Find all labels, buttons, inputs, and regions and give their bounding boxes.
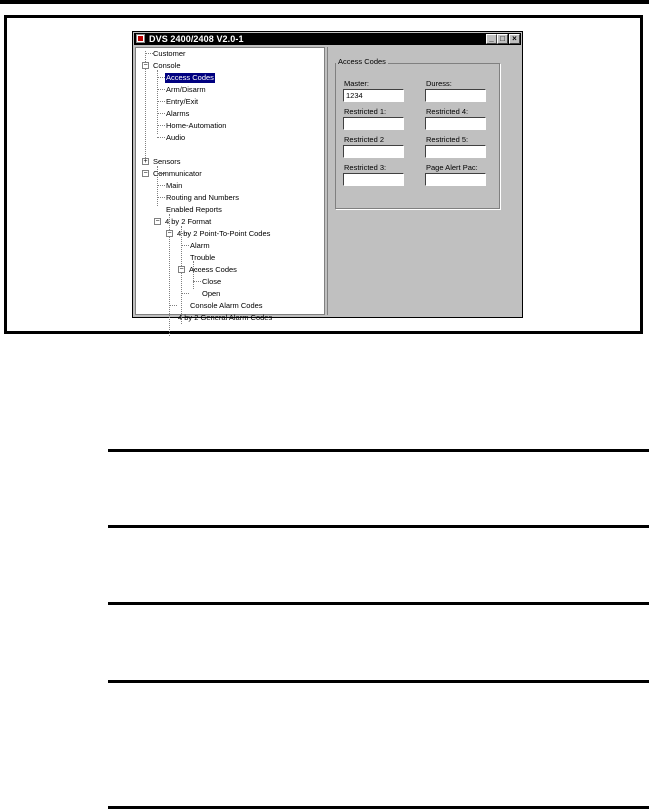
collapse-icon[interactable]: − [143,170,148,177]
tree-item-alarms[interactable]: Alarms [166,109,190,118]
app-icon[interactable] [136,34,145,43]
restricted-4-field[interactable] [425,117,486,130]
page-alert-pac-field[interactable] [425,173,486,186]
tree-connector [157,89,165,90]
collapse-icon[interactable]: − [155,218,160,225]
window-title: DVS 2400/2408 V2.0-1 [149,34,244,44]
tree-item-access-codes-sub[interactable]: Access Codes [189,265,237,274]
restricted-1-field[interactable] [343,117,404,130]
divider-rule [108,806,649,809]
tree-item-console[interactable]: Console [153,61,181,70]
tree-connector [145,53,153,54]
tree-item-home-automation[interactable]: Home-Automation [166,121,227,130]
tree-item-entry-exit[interactable]: Entry/Exit [166,97,199,106]
tree-item-console-alarm-codes[interactable]: Console Alarm Codes [190,301,263,310]
tree-item-access-codes[interactable]: Access Codes [166,73,214,82]
restricted-2-label: Restricted 2 [344,135,385,144]
master-field[interactable]: 1234 [343,89,404,102]
tree-item-routing-numbers[interactable]: Routing and Numbers [166,193,239,202]
restricted-5-label: Restricted 5: [426,135,469,144]
tree-item-communicator[interactable]: Communicator [153,169,202,178]
restricted-5-field[interactable] [425,145,486,158]
tree-connector [193,281,201,282]
restricted-1-label: Restricted 1: [344,107,387,116]
tree-connector [157,101,165,102]
app-window [132,31,523,322]
tree-item-arm-disarm[interactable]: Arm/Disarm [166,85,206,94]
collapse-icon[interactable]: − [143,62,148,69]
tree-item-sensors[interactable]: Sensors [153,157,181,166]
tree-item-open[interactable]: Open [202,289,221,298]
tree-item-audio[interactable]: Audio [166,133,186,142]
tree-connector [157,197,165,198]
page-alert-pac-label: Page Alert Pac: [426,163,478,172]
tree-connector [157,113,165,114]
divider-rule [108,680,649,683]
top-rule [0,0,649,4]
close-button[interactable]: × [509,34,520,44]
maximize-button[interactable]: □ [497,34,508,44]
tree-connector [181,293,189,294]
expand-icon[interactable]: + [143,158,148,165]
tree-item-trouble[interactable]: Trouble [190,253,216,262]
tree-item-4by2-general-codes[interactable]: 4 by 2 General Alarm Codes [178,313,273,322]
tree-connector [157,125,165,126]
tree-item-4by2-format[interactable]: 4 by 2 Format [165,217,212,226]
tree-item-customer[interactable]: Customer [153,49,186,58]
tree-connector [181,245,189,246]
title-bar[interactable] [134,33,521,45]
tree-connector [157,185,165,186]
restricted-2-field[interactable] [343,145,404,158]
tree-connector [169,305,177,306]
tree-item-alarm[interactable]: Alarm [190,241,210,250]
minimize-button[interactable]: _ [486,34,497,44]
tree-connector [181,226,182,324]
collapse-icon[interactable]: − [167,230,172,237]
tree-connector [157,77,165,78]
restricted-3-field[interactable] [343,173,404,186]
duress-field[interactable] [425,89,486,102]
details-panel [327,47,521,315]
tree-connector [157,137,165,138]
collapse-icon[interactable]: − [179,266,184,273]
master-label: Master: [344,79,370,88]
divider-rule [108,449,649,452]
divider-rule [108,525,649,528]
tree-item-enabled-reports[interactable]: Enabled Reports [166,205,222,214]
restricted-4-label: Restricted 4: [426,107,469,116]
tree-item-main[interactable]: Main [166,181,183,190]
tree-item-4by2-point-codes[interactable]: 4 by 2 Point-To-Point Codes [177,229,271,238]
duress-label: Duress: [426,79,452,88]
tree-item-close[interactable]: Close [202,277,222,286]
group-title: Access Codes [338,57,386,66]
restricted-3-label: Restricted 3: [344,163,387,172]
divider-rule [108,602,649,605]
settings-tree[interactable] [135,47,325,322]
